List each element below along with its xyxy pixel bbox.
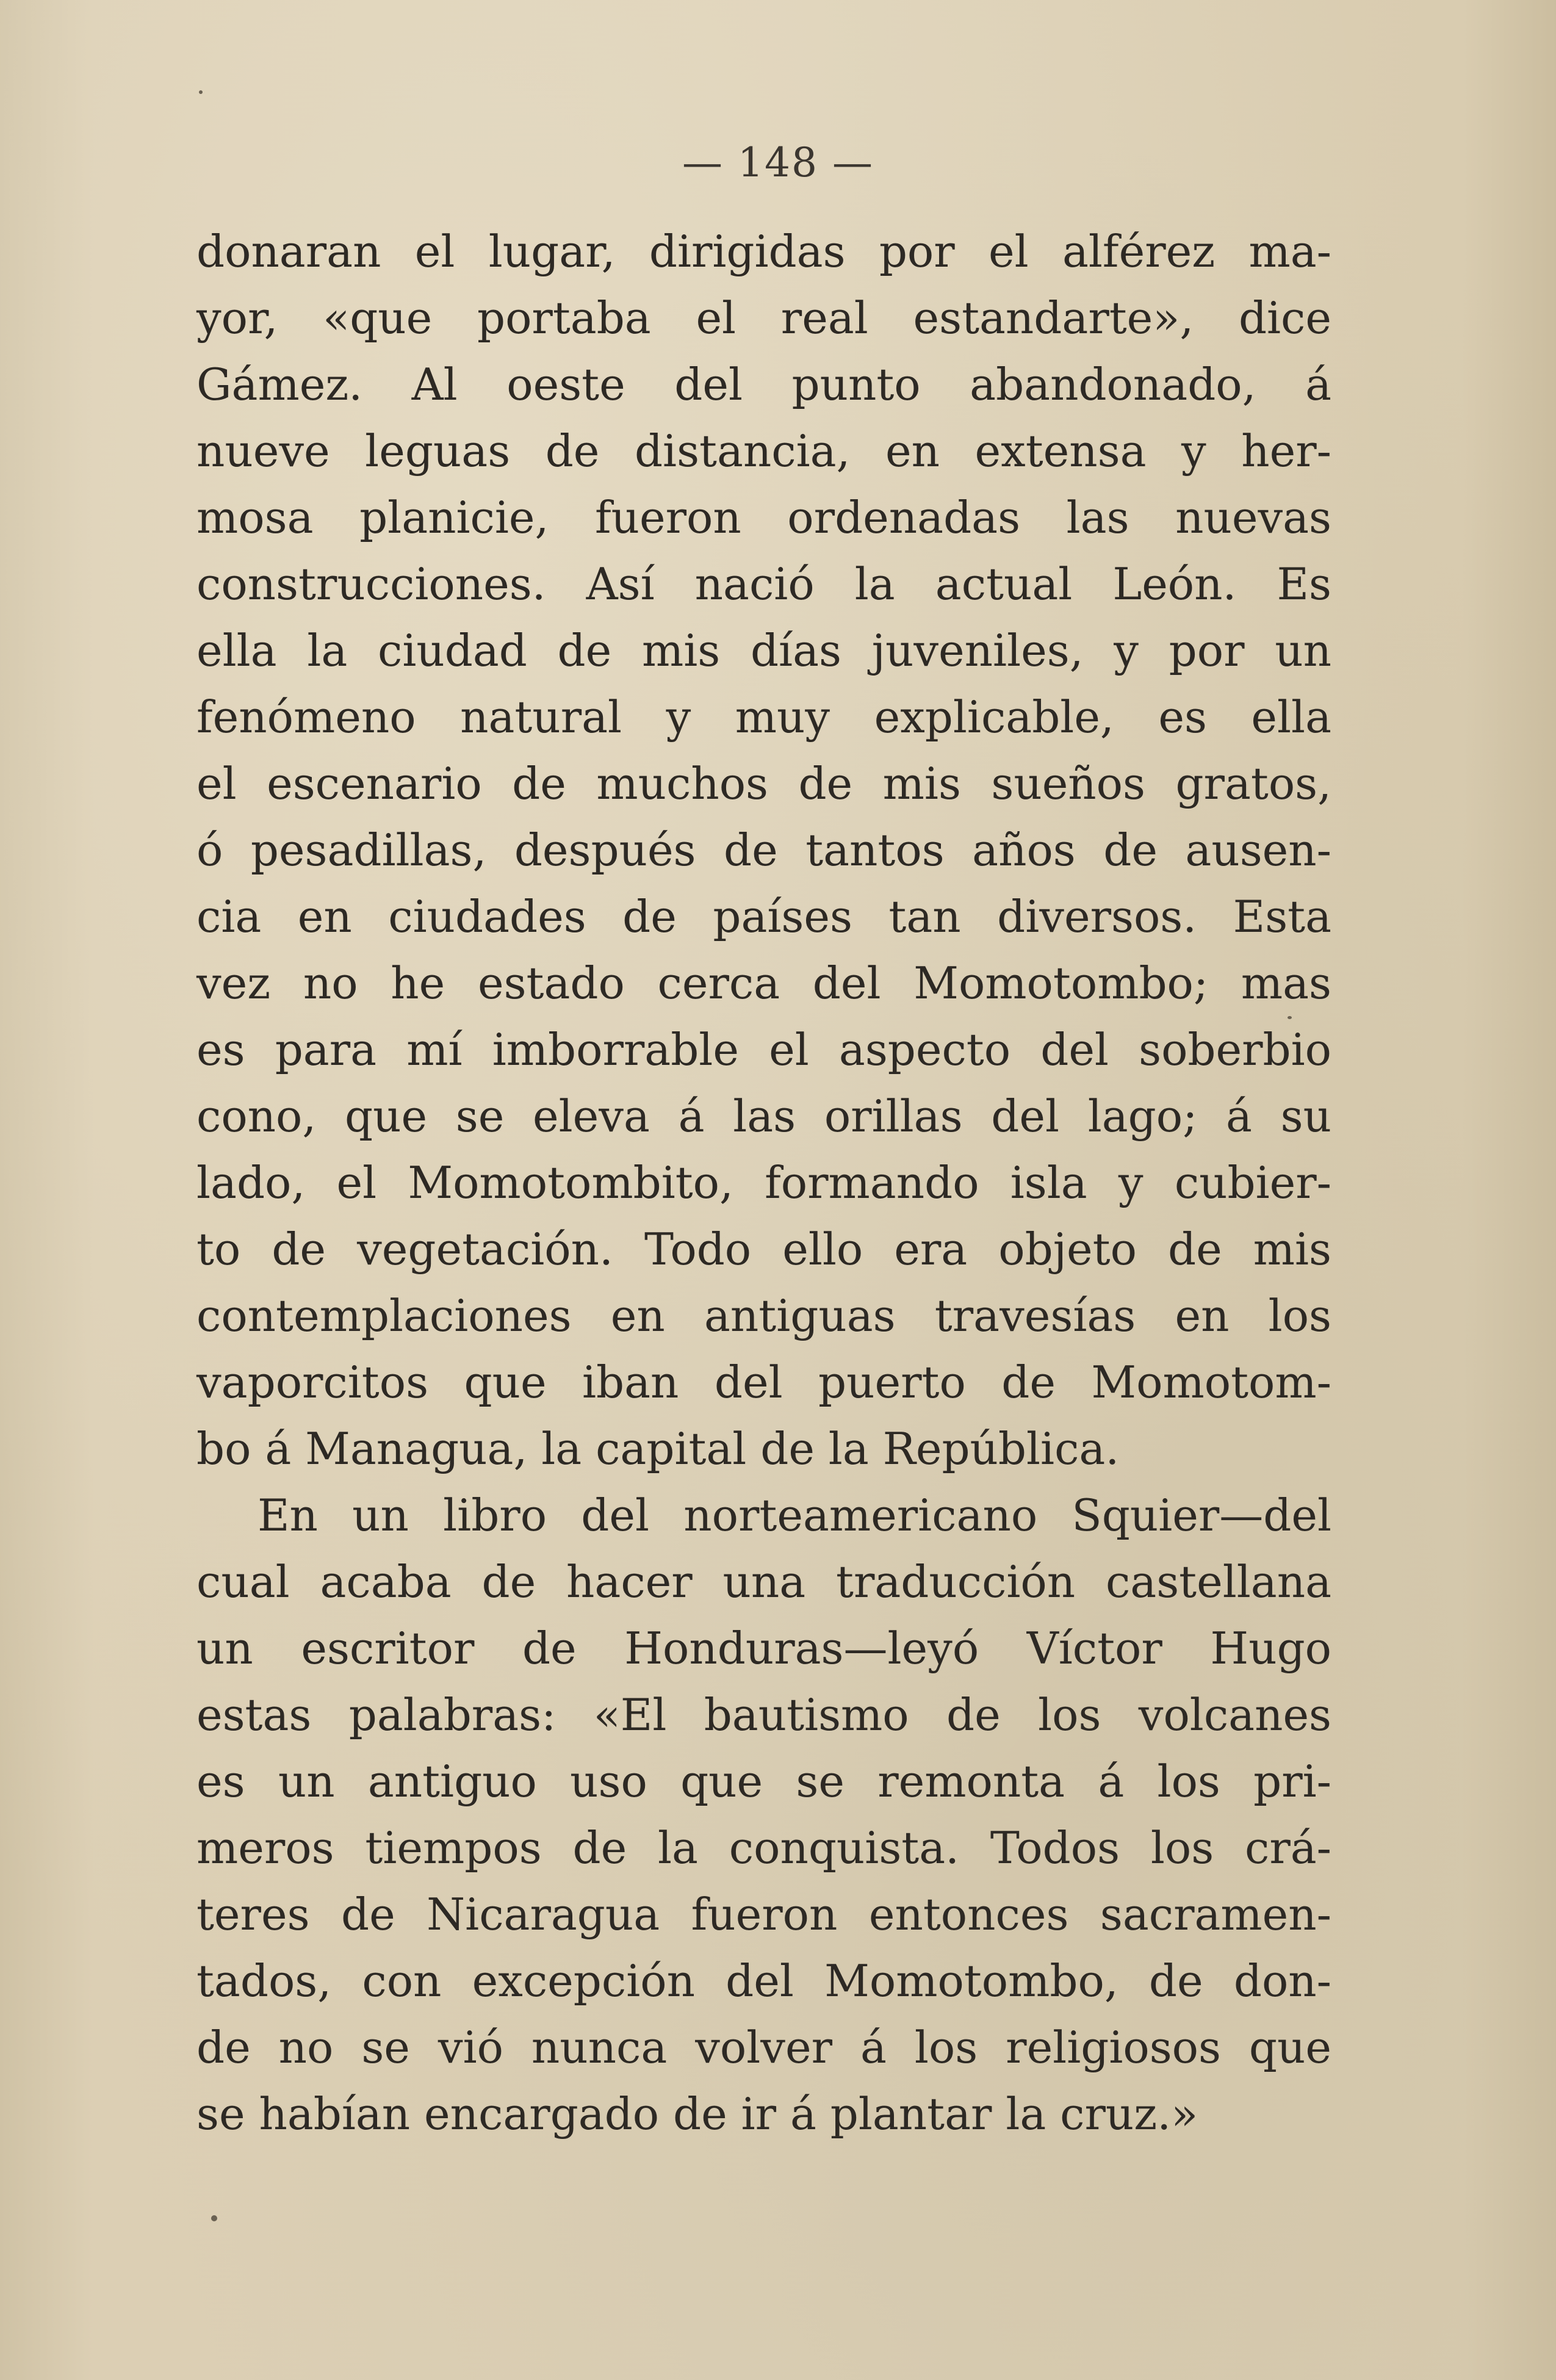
paper-speck xyxy=(1288,1016,1292,1019)
paragraph-start-line: En un libro del norteamericano Squier—del xyxy=(258,1490,1331,1541)
text-line: teres de Nicaragua fueron entonces sacramen- xyxy=(196,1889,1331,1940)
text-line: construcciones. Así nació la actual León. Es xyxy=(196,558,1331,610)
text-line: cual acaba de hacer una traducción castellana xyxy=(196,1556,1331,1607)
text-line: tados, con excepción del Momotombo, de don- xyxy=(196,1955,1331,2007)
text-line: mosa planicie, fueron ordenadas las nuevas xyxy=(196,492,1331,543)
text-line: nueve leguas de distancia, en extensa y her- xyxy=(196,425,1331,477)
text-line: ó pesadillas, después de tantos años de ausen- xyxy=(196,824,1331,876)
text-line: es un antiguo uso que se remonta á los pri- xyxy=(196,1756,1331,1807)
text-line: es para mí imborrable el aspecto del soberbio xyxy=(196,1024,1331,1075)
text-line: yor, «que portaba el real estandarte», dice xyxy=(196,292,1331,344)
text-line: donaran el lugar, dirigidas por el alférez ma- xyxy=(196,226,1331,277)
page-number: — 148 — xyxy=(682,139,874,186)
paper-speck xyxy=(211,2215,217,2221)
text-line: contemplaciones en antiguas travesías en los xyxy=(196,1290,1331,1341)
text-line: estas palabras: «El bautismo de los volcanes xyxy=(196,1689,1331,1740)
text-line: to de vegetación. Todo ello era objeto de mis xyxy=(196,1224,1331,1275)
text-line: meros tiempos de la conquista. Todos los crá- xyxy=(196,1822,1331,1873)
text-line: cia en ciudades de países tan diversos. Esta xyxy=(196,891,1331,942)
text-line: se habían encargado de ir á plantar la cruz.» xyxy=(196,2088,1198,2140)
text-line: el escenario de muchos de mis sueños gratos, xyxy=(196,758,1331,809)
text-line: un escritor de Honduras—leyó Víctor Hugo xyxy=(196,1623,1331,1674)
text-line: de no se vió nunca volver á los religiosos que xyxy=(196,2022,1331,2073)
paper-speck xyxy=(199,90,203,94)
text-line: cono, que se eleva á las orillas del lago; á su xyxy=(196,1091,1331,1142)
text-line: bo á Managua, la capital de la República. xyxy=(196,1423,1120,1474)
text-line: vaporcitos que iban del puerto de Momotom- xyxy=(196,1357,1331,1408)
text-line: vez no he estado cerca del Momotombo; mas xyxy=(196,957,1331,1009)
body-text xyxy=(196,218,1331,2147)
text-line: fenómeno natural y muy explicable, es ella xyxy=(196,691,1331,743)
text-line: lado, el Momotombito, formando isla y cubier- xyxy=(196,1157,1331,1208)
text-line: ella la ciudad de mis días juveniles, y por un xyxy=(196,625,1331,676)
text-line: Gámez. Al oeste del punto abandonado, á xyxy=(196,359,1331,410)
